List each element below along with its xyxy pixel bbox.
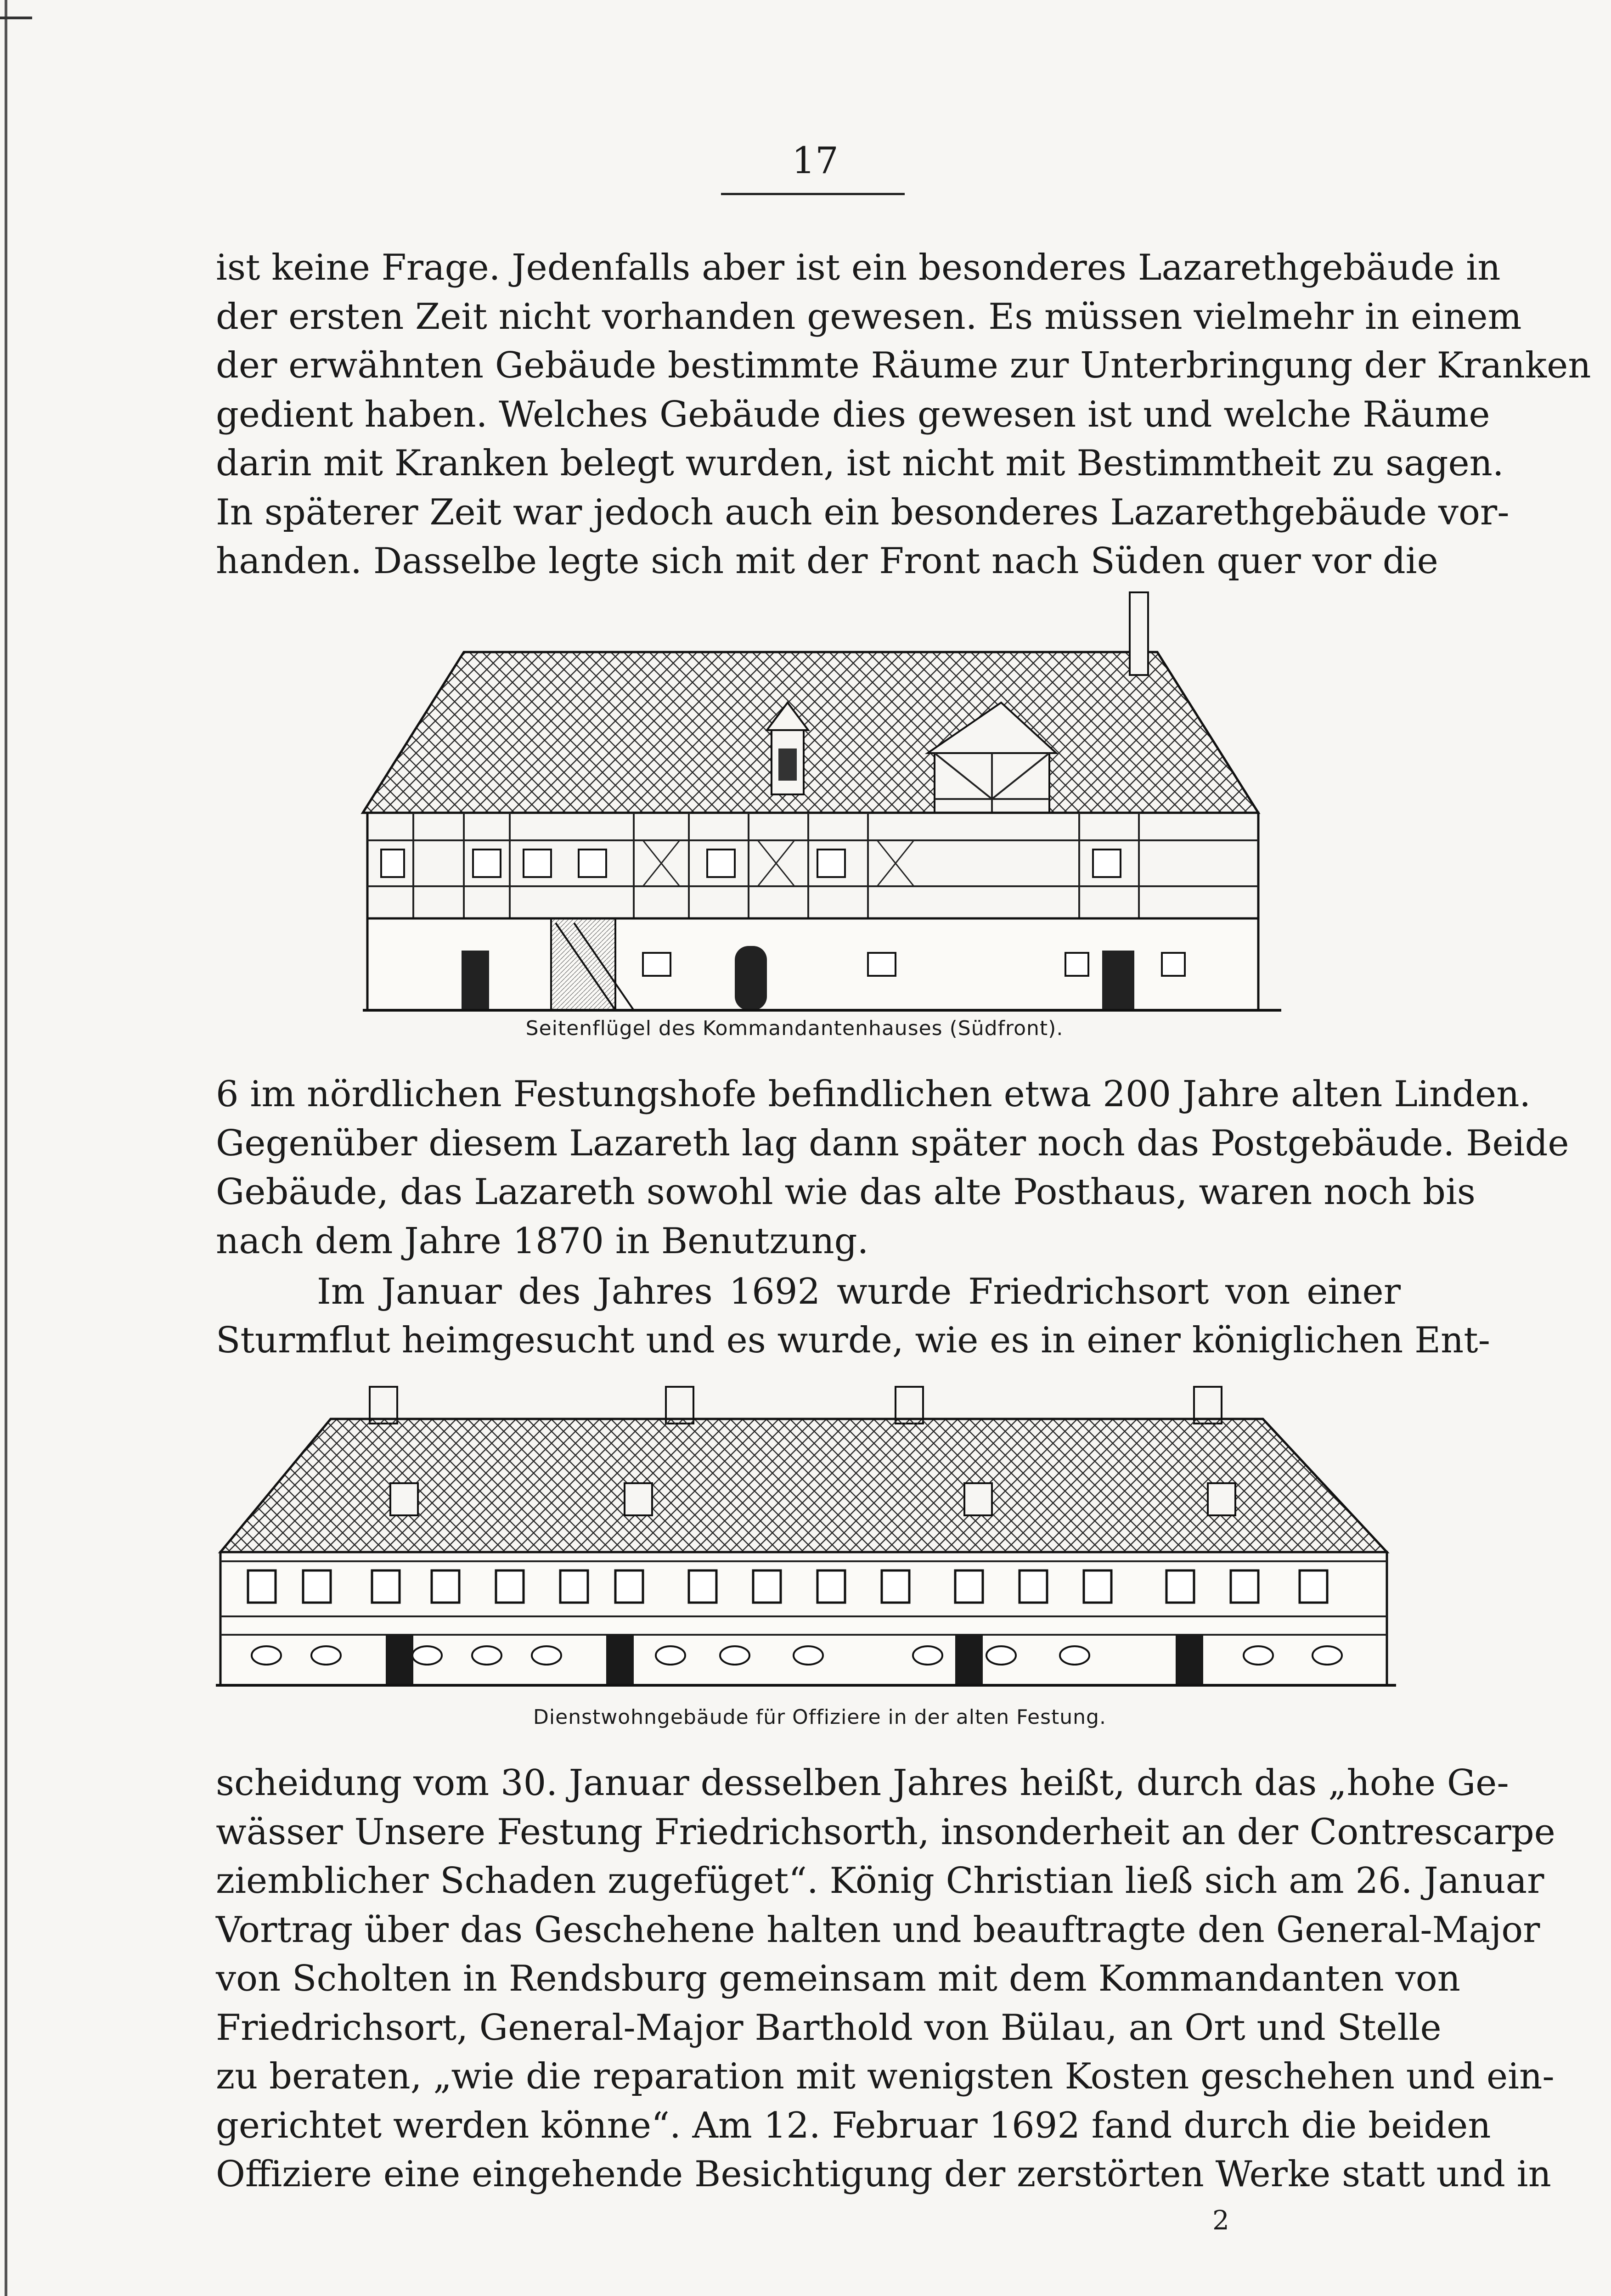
commandant-wing-drawing (358, 592, 1286, 1015)
text-line: der erwähnten Gebäude bestimmte Räume zur Unterbringung der Kranken (216, 345, 1591, 386)
figure-commandant-wing (358, 592, 1286, 1015)
text-line: scheidung vom 30. Januar desselben Jahres heißt, durch das „hohe Ge- (216, 1762, 1509, 1804)
text-line: Gebäude, das Lazareth sowohl wie das alte Posthaus, waren noch bis (216, 1171, 1476, 1213)
binding-edge-mark (0, 17, 32, 19)
sheet-signature-number: 2 (1212, 2205, 1229, 2236)
paragraph-3-continued (216, 1316, 1490, 1365)
paragraph-2 (216, 1070, 1569, 1266)
text-line: Sturmflut heimgesucht und es wurde, wie es in einer königlichen Ent- (216, 1320, 1490, 1361)
paragraph-1 (216, 243, 1591, 586)
text-line: Offiziere eine eingehende Besichtigung der zerstörten Werke statt und in (216, 2154, 1551, 2195)
text-line: Im Januar des Jahres 1692 wurde Friedrichsort von einer (317, 1271, 1401, 1312)
text-line: nach dem Jahre 1870 in Benutzung. (216, 1220, 869, 1262)
text-line: gedient haben. Welches Gebäude dies gewesen ist und welche Räume (216, 394, 1490, 435)
paragraph-3 (317, 1267, 1401, 1317)
text-line: handen. Dasselbe legte sich mit der Front nach Süden quer vor die (216, 540, 1438, 582)
figure-2-caption: Dienstwohngebäude für Offiziere in der alten Festung. (533, 1705, 1106, 1729)
text-line: zu beraten, „wie die reparation mit wenigsten Kosten geschehen und ein- (216, 2056, 1555, 2097)
paragraph-4 (216, 1759, 1555, 2199)
page-number: 17 (792, 139, 839, 182)
text-line: 6 im nördlichen Festungshofe befindlichen etwa 200 Jahre alten Linden. (216, 1074, 1531, 1115)
text-line: Friedrichsort, General-Major Barthold von Bülau, an Ort und Stelle (216, 2007, 1442, 2048)
officers-residence-drawing (211, 1378, 1405, 1699)
text-line: In späterer Zeit war jedoch auch ein besonderes Lazarethgebäude vor- (216, 491, 1510, 533)
text-line: ziemblicher Schaden zugefüget“. König Christian ließ sich am 26. Januar (216, 1860, 1544, 1902)
text-line: Gegenüber diesem Lazareth lag dann später noch das Postgebäude. Beide (216, 1122, 1569, 1164)
text-line: von Scholten in Rendsburg gemeinsam mit dem Kommandanten von (216, 1958, 1460, 1999)
figure-1-caption: Seitenflügel des Kommandantenhauses (Südfront). (525, 1017, 1064, 1040)
text-line: der ersten Zeit nicht vorhanden gewesen. Es müssen vielmehr in einem (216, 296, 1522, 338)
text-line: wässer Unsere Festung Friedrichsorth, insonderheit an der Contrescarpe (216, 1811, 1555, 1853)
binding-edge-line (5, 0, 7, 2296)
figure-officers-residence (211, 1378, 1405, 1699)
page-number-rule (721, 193, 905, 195)
text-line: gerichtet werden könne“. Am 12. Februar 1692 fand durch die beiden (216, 2105, 1491, 2146)
text-line: Vortrag über das Geschehene halten und beauftragte den General-Major (216, 1909, 1540, 1951)
text-line: darin mit Kranken belegt wurden, ist nicht mit Bestimmtheit zu sagen. (216, 443, 1504, 484)
text-line: ist keine Frage. Jedenfalls aber ist ein besonderes Lazarethgebäude in (216, 247, 1501, 288)
